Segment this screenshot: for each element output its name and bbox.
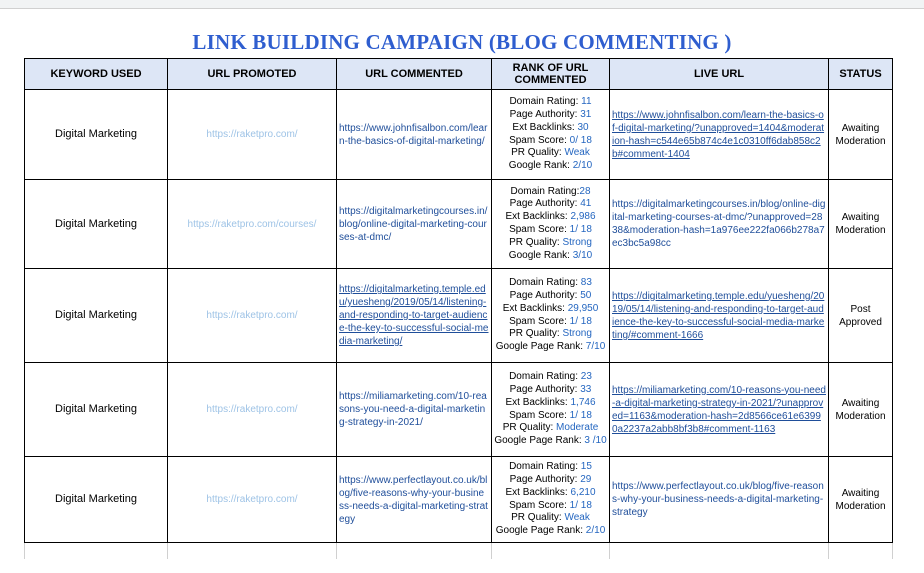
live-url-link[interactable]: https://digitalmarketing.temple.edu/yuesheng/2019/05/14/listening-and-responding-to-target-audience-the-key-to-successful-social-media-marketing/#comment-1666: [612, 290, 825, 341]
commented-url-link[interactable]: https://digitalmarketing.temple.edu/yuesheng/2019/05/14/listening-and-responding-to-target-audience-the-key-to-successful-social-media-marketing/: [339, 284, 489, 347]
domain-rating: Domain Rating: 11: [509, 96, 592, 108]
domain-rating: Domain Rating: 83: [509, 277, 592, 289]
status-cell[interactable]: Awaiting Moderation: [829, 363, 893, 457]
promoted-url-cell[interactable]: https://raketpro.com/: [168, 90, 337, 180]
header-row: [25, 59, 893, 90]
spam-score: Spam Score: 1/ 18: [509, 409, 592, 421]
table-row: [25, 180, 893, 269]
promoted-url-cell[interactable]: https://raketpro.com/: [168, 363, 337, 457]
header-live-url[interactable]: LIVE URL: [610, 59, 829, 90]
pr-quality: PR Quality: Strong: [509, 236, 592, 248]
ext-backlinks: Ext Backlinks: 6,210: [505, 486, 596, 498]
promoted-url-cell[interactable]: https://raketpro.com/: [168, 457, 337, 543]
table-row: [25, 457, 893, 543]
rank-cell[interactable]: [492, 457, 610, 543]
domain-rating: Domain Rating: 23: [509, 371, 592, 383]
pr-quality: PR Quality: Moderate: [502, 422, 599, 434]
commented-url-cell[interactable]: [337, 457, 492, 543]
status-cell[interactable]: Awaiting Moderation: [829, 90, 893, 180]
google-rank: Google Page Rank: 2/10: [495, 525, 606, 537]
domain-rating: Domain Rating:28: [510, 185, 591, 197]
pr-quality: PR Quality: Weak: [511, 512, 590, 524]
google-rank: Google Rank: 2/10: [508, 160, 593, 172]
status-cell[interactable]: Post Approved: [829, 269, 893, 363]
rank-cell[interactable]: [492, 90, 610, 180]
table-row: [25, 269, 893, 363]
pr-quality: PR Quality: Weak: [511, 147, 590, 159]
google-rank: Google Rank: 3/10: [508, 249, 593, 261]
status-cell[interactable]: Awaiting Moderation: [829, 457, 893, 543]
empty-cell[interactable]: [25, 543, 168, 560]
ext-backlinks: Ext Backlinks: 29,950: [502, 302, 599, 314]
pr-quality: PR Quality: Strong: [509, 328, 592, 340]
keyword-cell[interactable]: Digital Marketing: [25, 269, 168, 363]
ext-backlinks: Ext Backlinks: 1,746: [505, 396, 596, 408]
commented-url-link[interactable]: https://digitalmarketingcourses.in/blog/online-digital-marketing-courses-at-dmc/: [339, 205, 488, 243]
page-authority: Page Authority: 29: [509, 473, 592, 485]
spam-score: Spam Score: 1/ 18: [509, 224, 592, 235]
commented-url-cell[interactable]: [337, 363, 492, 457]
live-url-cell[interactable]: [610, 363, 829, 457]
keyword-cell[interactable]: Digital Marketing: [25, 457, 168, 543]
empty-cell[interactable]: [337, 543, 492, 560]
page-title: LINK BUILDING CAMPAIGN (BLOG COMMENTING ): [192, 30, 732, 54]
table-row: [25, 90, 893, 180]
commented-url-cell[interactable]: [337, 90, 492, 180]
empty-row: [25, 543, 893, 560]
status-cell[interactable]: Awaiting Moderation: [829, 180, 893, 269]
live-url-link[interactable]: https://www.johnfisalbon.com/learn-the-basics-of-digital-marketing/?unapproved=1404&moderation-hash=c544e65b874c4e1c0310ff6dab858c2b#comment-1404: [612, 109, 825, 160]
spam-score: Spam Score: 1/ 18: [509, 499, 592, 511]
domain-rating: Domain Rating: 15: [509, 461, 592, 473]
keyword-cell[interactable]: Digital Marketing: [25, 363, 168, 457]
rank-cell[interactable]: [492, 180, 610, 269]
page-authority: Page Authority: 31: [509, 108, 592, 120]
sheet-toolbar-strip: [0, 0, 924, 9]
header-url-promoted[interactable]: URL PROMOTED: [168, 59, 337, 90]
commented-url-cell[interactable]: [337, 180, 492, 269]
live-url-link[interactable]: https://digitalmarketingcourses.in/blog/online-digital-marketing-courses-at-dmc/?unapproved=2838&moderation-hash=1a976ee222fa066b278a7ec3bc5a98cc: [612, 199, 826, 249]
live-url-link[interactable]: https://www.perfectlayout.co.uk/blog/five-reasons-why-your-business-needs-a-digital-marketing-strategy: [612, 481, 824, 518]
live-url-cell[interactable]: [610, 90, 829, 180]
header-status[interactable]: STATUS: [829, 59, 893, 90]
empty-cell[interactable]: [168, 543, 337, 560]
rank-cell[interactable]: [492, 269, 610, 363]
ext-backlinks: Ext Backlinks: 30: [512, 121, 589, 133]
page-authority: Page Authority: 33: [509, 383, 592, 395]
page-authority: Page Authority: 50: [509, 289, 592, 301]
commented-url-link[interactable]: https://miliamarketing.com/10-reasons-you-need-a-digital-marketing-strategy-in-2021/: [339, 391, 487, 428]
spam-score: Spam Score: 0/ 18: [509, 134, 592, 146]
header-rank[interactable]: RANK OF URL COMMENTED: [492, 59, 610, 90]
header-keyword[interactable]: KEYWORD USED: [25, 59, 168, 90]
live-url-link[interactable]: https://miliamarketing.com/10-reasons-you-need-a-digital-marketing-strategy-in-2021/?unapproved=1163&moderation-hash=2d8566ce61e63990a2237a2abb8bf3b8#comment-1163: [612, 384, 826, 435]
commented-url-cell[interactable]: [337, 269, 492, 363]
live-url-cell[interactable]: [610, 269, 829, 363]
promoted-url-cell[interactable]: https://raketpro.com/: [168, 269, 337, 363]
rank-cell[interactable]: [492, 363, 610, 457]
live-url-cell[interactable]: [610, 180, 829, 269]
commented-url-link[interactable]: https://www.perfectlayout.co.uk/blog/five-reasons-why-your-business-needs-a-digital-marketing-strategy: [339, 474, 488, 525]
spam-score: Spam Score: 1/ 18: [509, 315, 592, 327]
keyword-cell[interactable]: Digital Marketing: [25, 90, 168, 180]
empty-cell[interactable]: [829, 543, 893, 560]
promoted-url-cell[interactable]: https://raketpro.com/courses/: [168, 180, 337, 269]
live-url-cell[interactable]: [610, 457, 829, 543]
google-rank: Google Page Rank: 7/10: [495, 341, 606, 353]
page-authority: Page Authority: 41: [509, 198, 592, 210]
ext-backlinks: Ext Backlinks: 2,986: [505, 211, 596, 223]
google-rank: Google Page Rank: 3 /10: [494, 435, 607, 447]
empty-cell[interactable]: [492, 543, 610, 560]
empty-cell[interactable]: [610, 543, 829, 560]
campaign-table: [24, 58, 893, 559]
header-url-commented[interactable]: URL COMMENTED: [337, 59, 492, 90]
commented-url-link[interactable]: https://www.johnfisalbon.com/learn-the-basics-of-digital-marketing/: [339, 122, 488, 147]
keyword-cell[interactable]: Digital Marketing: [25, 180, 168, 269]
table-row: [25, 363, 893, 457]
